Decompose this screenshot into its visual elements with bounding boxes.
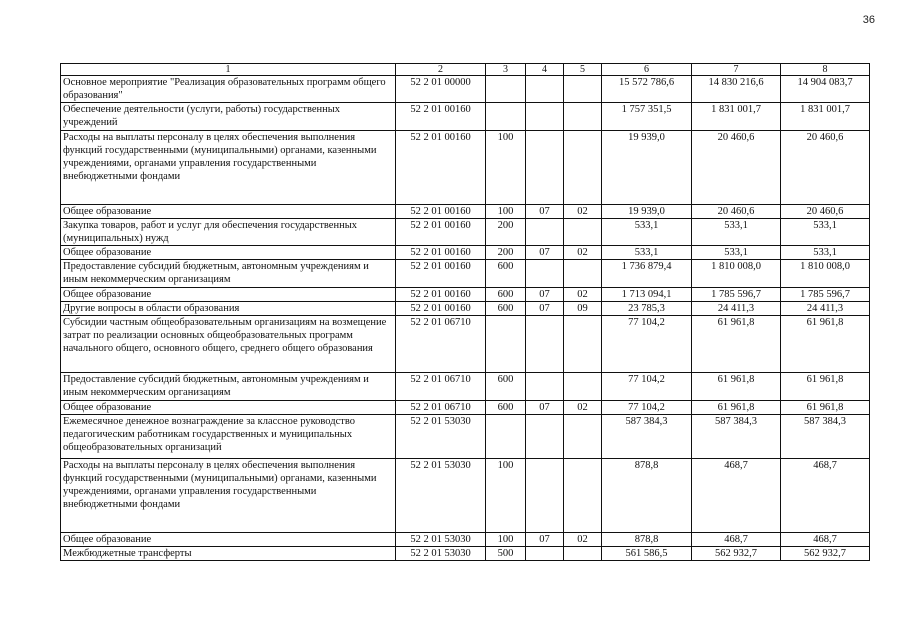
- row-code-cell: 52 2 01 53030: [396, 459, 486, 533]
- row-section-cell: [526, 316, 564, 373]
- row-code-cell: 52 2 01 00160: [396, 288, 486, 302]
- row-section-cell: [526, 459, 564, 533]
- row-value-cell: 1 785 596,7: [692, 288, 781, 302]
- row-value-cell: 587 384,3: [602, 415, 692, 459]
- row-code-cell: 52 2 01 53030: [396, 415, 486, 459]
- row-value-cell: 61 961,8: [781, 316, 870, 373]
- row-name-cell: Ежемесячное денежное вознаграждение за классное руководство педагогическим работникам государственных и муниципальных общеобразовательных организаций: [61, 415, 396, 459]
- row-section-cell: [526, 373, 564, 401]
- column-header: 3: [486, 64, 526, 76]
- table-row: [61, 302, 870, 316]
- row-code-cell: 52 2 01 00160: [396, 302, 486, 316]
- row-value-cell: 1 831 001,7: [781, 103, 870, 131]
- row-value-cell: 587 384,3: [781, 415, 870, 459]
- row-value-cell: 562 932,7: [781, 547, 870, 561]
- row-type-cell: 600: [486, 288, 526, 302]
- row-value-cell: 468,7: [781, 459, 870, 533]
- row-value-cell: 1 810 008,0: [781, 260, 870, 288]
- row-subsection-cell: 02: [564, 288, 602, 302]
- row-name-cell: Субсидии частным общеобразовательным организациям на возмещение затрат по реализации основных общеобразовательных программ начального общего, основного общего, среднего общего образования: [61, 316, 396, 373]
- row-type-cell: 100: [486, 533, 526, 547]
- row-subsection-cell: 02: [564, 246, 602, 260]
- row-section-cell: 07: [526, 288, 564, 302]
- row-subsection-cell: [564, 76, 602, 103]
- row-value-cell: 533,1: [781, 246, 870, 260]
- row-type-cell: 600: [486, 260, 526, 288]
- row-value-cell: 61 961,8: [692, 373, 781, 401]
- row-subsection-cell: [564, 547, 602, 561]
- row-section-cell: [526, 103, 564, 131]
- column-header: 4: [526, 64, 564, 76]
- row-value-cell: 77 104,2: [602, 401, 692, 415]
- row-type-cell: 100: [486, 131, 526, 205]
- row-name-cell: Предоставление субсидий бюджетным, автономным учреждениям и иным некоммерческим организациям: [61, 373, 396, 401]
- table-row: [61, 401, 870, 415]
- column-header: 8: [781, 64, 870, 76]
- row-value-cell: 20 460,6: [781, 205, 870, 219]
- column-header: 5: [564, 64, 602, 76]
- row-type-cell: 100: [486, 459, 526, 533]
- row-code-cell: 52 2 01 00160: [396, 103, 486, 131]
- row-name-cell: Общее образование: [61, 288, 396, 302]
- row-section-cell: [526, 131, 564, 205]
- row-value-cell: 533,1: [692, 219, 781, 246]
- row-section-cell: 07: [526, 246, 564, 260]
- table-row: [61, 547, 870, 561]
- row-value-cell: 878,8: [602, 459, 692, 533]
- row-subsection-cell: [564, 316, 602, 373]
- row-code-cell: 52 2 01 06710: [396, 316, 486, 373]
- row-name-cell: Другие вопросы в области образования: [61, 302, 396, 316]
- table-row: [61, 219, 870, 246]
- row-value-cell: 19 939,0: [602, 205, 692, 219]
- row-subsection-cell: [564, 260, 602, 288]
- row-subsection-cell: [564, 459, 602, 533]
- row-subsection-cell: [564, 131, 602, 205]
- row-value-cell: 468,7: [781, 533, 870, 547]
- row-value-cell: 562 932,7: [692, 547, 781, 561]
- row-code-cell: 52 2 01 00160: [396, 219, 486, 246]
- row-value-cell: 533,1: [602, 246, 692, 260]
- row-subsection-cell: 02: [564, 401, 602, 415]
- row-value-cell: 533,1: [692, 246, 781, 260]
- row-value-cell: 468,7: [692, 533, 781, 547]
- budget-table: [60, 63, 870, 561]
- row-subsection-cell: [564, 415, 602, 459]
- row-value-cell: 1 810 008,0: [692, 260, 781, 288]
- row-subsection-cell: 02: [564, 205, 602, 219]
- row-type-cell: [486, 76, 526, 103]
- column-header: 6: [602, 64, 692, 76]
- row-name-cell: Предоставление субсидий бюджетным, автономным учреждениям и иным некоммерческим организациям: [61, 260, 396, 288]
- table-row: [61, 76, 870, 103]
- row-name-cell: Межбюджетные трансферты: [61, 547, 396, 561]
- row-section-cell: [526, 260, 564, 288]
- row-name-cell: Расходы на выплаты персоналу в целях обеспечения выполнения функций государственными (муниципальными) органами, казенными учреждениями, органами управления государственными внебюджетными фондами: [61, 131, 396, 205]
- row-code-cell: 52 2 01 06710: [396, 401, 486, 415]
- column-header: 1: [61, 64, 396, 76]
- column-header: 2: [396, 64, 486, 76]
- row-section-cell: 07: [526, 205, 564, 219]
- row-value-cell: 533,1: [602, 219, 692, 246]
- table-row: [61, 415, 870, 459]
- row-value-cell: 1 785 596,7: [781, 288, 870, 302]
- row-section-cell: [526, 219, 564, 246]
- row-section-cell: 07: [526, 533, 564, 547]
- table-row: [61, 373, 870, 401]
- row-section-cell: 07: [526, 302, 564, 316]
- row-value-cell: 561 586,5: [602, 547, 692, 561]
- row-code-cell: 52 2 01 53030: [396, 547, 486, 561]
- row-type-cell: 500: [486, 547, 526, 561]
- column-header: 7: [692, 64, 781, 76]
- row-value-cell: 61 961,8: [781, 401, 870, 415]
- row-subsection-cell: 09: [564, 302, 602, 316]
- row-code-cell: 52 2 01 00000: [396, 76, 486, 103]
- table-row: [61, 316, 870, 373]
- table-row: [61, 260, 870, 288]
- table-row: [61, 533, 870, 547]
- row-value-cell: 1 757 351,5: [602, 103, 692, 131]
- row-value-cell: 61 961,8: [692, 316, 781, 373]
- row-value-cell: 24 411,3: [692, 302, 781, 316]
- row-code-cell: 52 2 01 00160: [396, 260, 486, 288]
- row-name-cell: Общее образование: [61, 533, 396, 547]
- row-type-cell: [486, 103, 526, 131]
- row-value-cell: 24 411,3: [781, 302, 870, 316]
- column-number-row: [61, 64, 870, 76]
- row-section-cell: [526, 547, 564, 561]
- row-type-cell: 600: [486, 302, 526, 316]
- row-value-cell: 14 904 083,7: [781, 76, 870, 103]
- row-value-cell: 20 460,6: [692, 131, 781, 205]
- row-subsection-cell: [564, 219, 602, 246]
- row-name-cell: Расходы на выплаты персоналу в целях обеспечения выполнения функций государственными (муниципальными) органами, казенными учреждениями, органами управления государственными внебюджетными фондами: [61, 459, 396, 533]
- table-row: [61, 103, 870, 131]
- row-name-cell: Обеспечение деятельности (услуги, работы) государственных учреждений: [61, 103, 396, 131]
- table-row: [61, 246, 870, 260]
- row-type-cell: [486, 415, 526, 459]
- row-type-cell: [486, 316, 526, 373]
- row-section-cell: [526, 415, 564, 459]
- row-value-cell: 1 831 001,7: [692, 103, 781, 131]
- row-section-cell: 07: [526, 401, 564, 415]
- row-value-cell: 77 104,2: [602, 316, 692, 373]
- row-code-cell: 52 2 01 06710: [396, 373, 486, 401]
- row-value-cell: 19 939,0: [602, 131, 692, 205]
- table-row: [61, 205, 870, 219]
- row-code-cell: 52 2 01 53030: [396, 533, 486, 547]
- row-code-cell: 52 2 01 00160: [396, 246, 486, 260]
- row-type-cell: 200: [486, 246, 526, 260]
- row-subsection-cell: [564, 103, 602, 131]
- table-row: [61, 459, 870, 533]
- row-code-cell: 52 2 01 00160: [396, 205, 486, 219]
- row-value-cell: 1 713 094,1: [602, 288, 692, 302]
- table-row: [61, 288, 870, 302]
- row-value-cell: 533,1: [781, 219, 870, 246]
- row-name-cell: Основное мероприятие "Реализация образовательных программ общего образования": [61, 76, 396, 103]
- row-value-cell: 20 460,6: [781, 131, 870, 205]
- row-name-cell: Закупка товаров, работ и услуг для обеспечения государственных (муниципальных) нужд: [61, 219, 396, 246]
- row-type-cell: 100: [486, 205, 526, 219]
- row-type-cell: 600: [486, 401, 526, 415]
- row-name-cell: Общее образование: [61, 205, 396, 219]
- row-code-cell: 52 2 01 00160: [396, 131, 486, 205]
- row-name-cell: Общее образование: [61, 401, 396, 415]
- row-subsection-cell: [564, 373, 602, 401]
- table-row: [61, 131, 870, 205]
- row-name-cell: Общее образование: [61, 246, 396, 260]
- row-value-cell: 77 104,2: [602, 373, 692, 401]
- row-value-cell: 61 961,8: [781, 373, 870, 401]
- row-value-cell: 14 830 216,6: [692, 76, 781, 103]
- row-value-cell: 468,7: [692, 459, 781, 533]
- row-value-cell: 587 384,3: [692, 415, 781, 459]
- row-subsection-cell: 02: [564, 533, 602, 547]
- row-section-cell: [526, 76, 564, 103]
- row-value-cell: 15 572 786,6: [602, 76, 692, 103]
- row-value-cell: 20 460,6: [692, 205, 781, 219]
- row-value-cell: 23 785,3: [602, 302, 692, 316]
- row-type-cell: 600: [486, 373, 526, 401]
- row-type-cell: 200: [486, 219, 526, 246]
- row-value-cell: 1 736 879,4: [602, 260, 692, 288]
- row-value-cell: 878,8: [602, 533, 692, 547]
- page-number: 36: [862, 14, 875, 26]
- row-value-cell: 61 961,8: [692, 401, 781, 415]
